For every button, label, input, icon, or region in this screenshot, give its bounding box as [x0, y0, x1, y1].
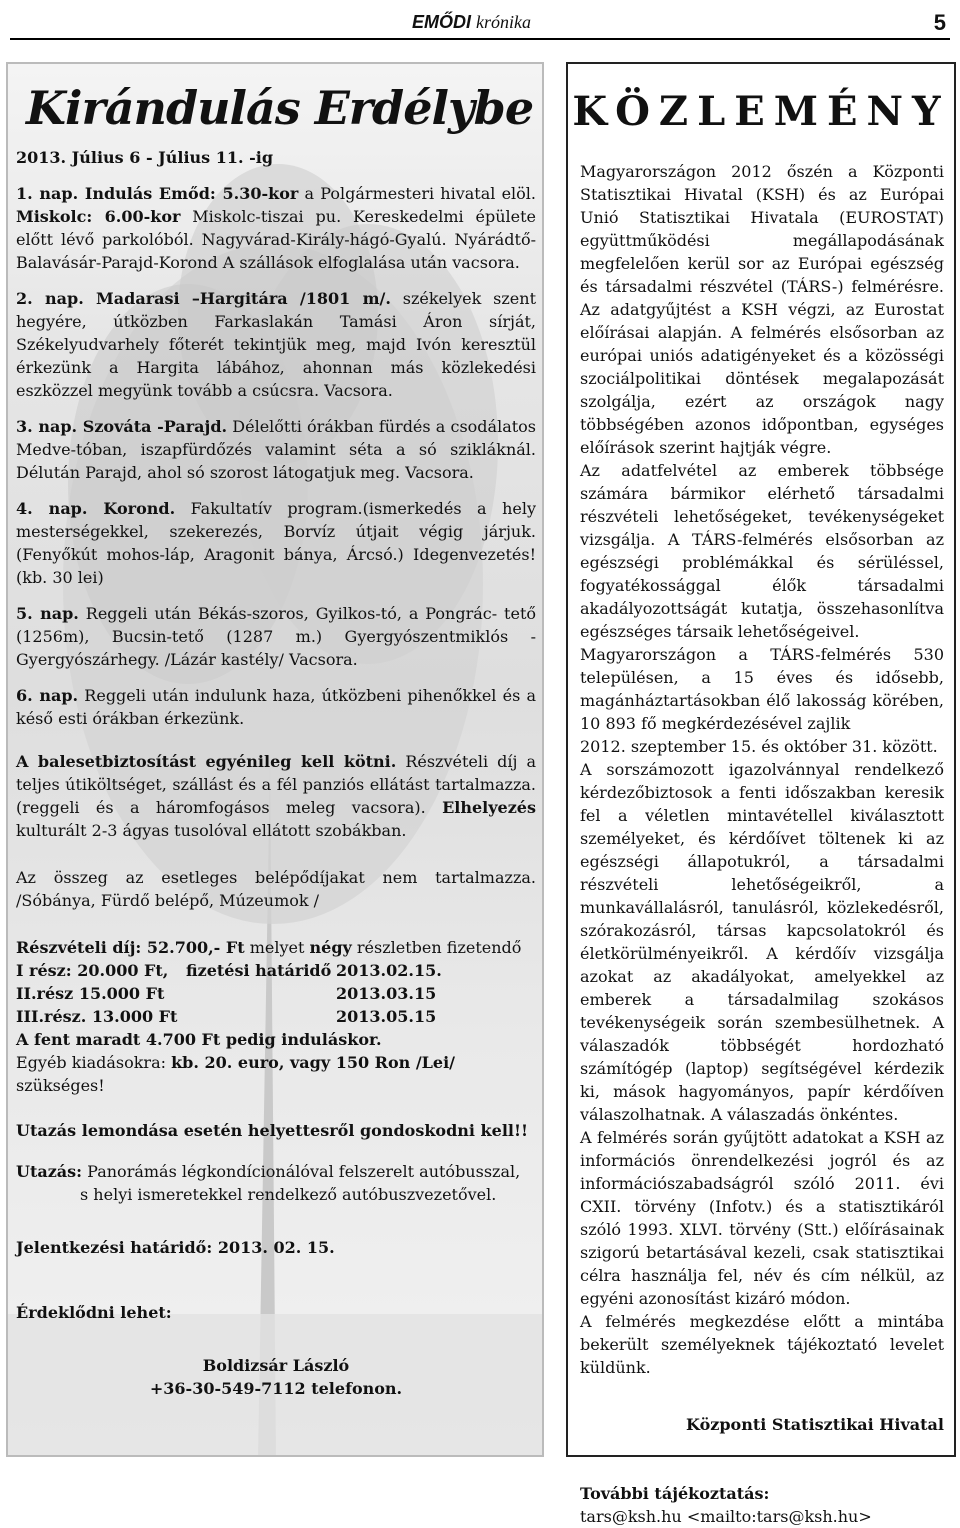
day-3-paragraph	[16, 415, 536, 484]
insurance-text-b: kulturált 2-3 ágyas tusolóval ellátott szobákban.	[16, 821, 407, 840]
travel-text-1: Panorámás légkondícionálóval felszerelt autóbusszal,	[82, 1162, 521, 1181]
announcement-box	[566, 62, 956, 1526]
day-1-paragraph	[16, 182, 536, 274]
fee-line	[16, 936, 536, 959]
day-1-miskolc: Miskolc: 6.00-kor	[16, 207, 181, 226]
day-6-heading: 6. nap.	[16, 686, 79, 705]
day-2-paragraph	[16, 287, 536, 402]
installment-row	[16, 959, 536, 982]
installment-amount: III.rész. 13.000 Ft	[16, 1007, 178, 1026]
travel-label: Utazás:	[16, 1162, 83, 1181]
installment-row	[16, 1005, 536, 1028]
insurance-paragraph	[16, 750, 536, 842]
more-info-contact[interactable]: tars@ksh.hu <mailto:tars@ksh.hu>	[580, 1507, 872, 1526]
extras-paragraph: Az összeg az esetleges belépődíjakat nem tartalmazza. /Sóbánya, Fürdő belépő, Múzeumok /	[16, 868, 536, 910]
travel-text-2: s helyi ismeretekkel rendelkező autóbuszvezetővel.	[80, 1185, 497, 1204]
announcement-paragraph: A sorszámozott igazolvánnyal rendelkező kérdezőbiztosok a fenti időszakban keresik fel a véletlen mintavétellel kiválasztott személyeket, és kérdőívet töltenek ki az egészségi állapotukról, a társadalmi részvételi lehetőségeikről, a munkavállalásról, tanulásról, közlekedésről, szórakozásról, társas kapcsolatokról és életkörülményeikről. A kérdőív vizsgálja azokat az akadályokat, amelyekkel az emberek a társadalmilag szokásos tevékenységeik során szembesülhetnek. A válaszadók többségét hordozható számítógép (laptop) segítségével kérdezik ki, mások hagyományos, papír kérdőíven válaszolhatnak. A válaszadás önkéntes.	[580, 760, 944, 1124]
day-4-paragraph	[16, 497, 536, 589]
day-6-paragraph	[16, 684, 536, 730]
installment-row	[16, 982, 536, 1005]
day-2-heading: 2. nap. Madarasi –Hargitára /1801 m/.	[16, 289, 391, 308]
fee-text-a: melyet	[244, 938, 310, 957]
brand-subtitle: krónika	[476, 12, 532, 32]
day-5-heading: 5. nap.	[16, 604, 79, 623]
inquiry-label: Érdeklődni lehet:	[16, 1303, 172, 1322]
installment-date: 2013.02.15.	[336, 961, 442, 980]
trip-article	[6, 62, 544, 1457]
installment-date: 2013.03.15	[336, 984, 437, 1003]
fee-count: négy	[309, 938, 352, 957]
day-4-heading: 4. nap. Korond.	[16, 499, 176, 518]
insurance-heading: A balesetbiztosítást egyénileg kell kötni.	[16, 752, 397, 771]
other-expenses	[16, 1051, 536, 1097]
installment-amount: II.rész 15.000 Ft	[16, 984, 165, 1003]
header-divider	[10, 38, 950, 40]
day-5-paragraph	[16, 602, 536, 671]
announcement-paragraph: 2012. szeptember 15. és október 31. között.	[580, 737, 938, 756]
fees-block	[16, 936, 536, 1097]
day-4-text: Fakultatív program.(ismerkedés a hely mesterségekkel, szekerezés, Borvíz útjait végig járjuk. (Fenyőkút mohos-láp, Aragonit bánya, Árcsó.) Idegenvezetés!(kb. 30 lei)	[16, 499, 536, 587]
announcement-paragraph: A felmérés során gyűjtött adatokat a KSH az információs önrendelkezési jogról és az információszabadságról szóló 2011. évi CXII. törvény (Infotv.) és a statisztikáról szóló 1993. XLVI. törvény (Stt.) előírásainak szigorú betartásával kezeli, csak statisztikai célra használja fel, név és cím nélkül, az egyéni azonosítást kizáró módon.	[580, 1128, 944, 1308]
day-6-text: Reggeli után indulunk haza, útközbeni pihenőkkel és a késő esti órákban érkezünk.	[16, 686, 536, 728]
accommodation-label: Elhelyezés	[442, 798, 536, 817]
travel-info	[16, 1160, 536, 1206]
installment-date: 2013.05.15	[336, 1007, 437, 1026]
cancellation-note: Utazás lemondása esetén helyettesről gondoskodni kell!!	[16, 1121, 529, 1140]
day-1-text-a: a Polgármesteri hivatal elöl.	[298, 184, 536, 203]
brand-name: EMŐDI	[412, 12, 472, 32]
day-3-heading: 3. nap. Szováta -Parajd.	[16, 417, 228, 436]
newspaper-brand	[412, 12, 531, 33]
day-5-text: Reggeli után Békás-szoros, Gyilkos-tó, a Pongrác- tető (1256m), Bucsin-tető (1287 m.) Gyergyószentmiklós - Gyergyószárhegy. /Lázár kastély/ Vacsora.	[16, 604, 537, 669]
more-info-label: További tájékoztatás:	[580, 1484, 770, 1503]
registration-deadline: Jelentkezési határidő: 2013. 02. 15.	[16, 1238, 335, 1257]
announcement-title: KÖZLEMÉNY	[572, 88, 950, 135]
installment-amount: I rész: 20.000 Ft,	[16, 961, 169, 980]
day-2-text: székelyek szent hegyére, útközben Farkaslakán Tamási Áron sírját, Székelyudvarhely főterét tekintjük meg, majd Ivón keresztül érkezünk a Hargita lábához, ahonnan más közlekedési eszközzel megyünk tovább a csúcsra. Vacsora.	[16, 289, 537, 400]
announcement-paragraph: Az adatfelvétel az emberek többsége számára bármikor elérhető társadalmi részvételi lehetőségeket, tevékenységeket vizsgálja. A TÁRS-felmérés elsősorban az egészségi problémákkal és sérüléssel, fogyatékossággal élők társadalmi akadályozottságát kutatja, összehasonlítva egészséges társaik lehetőségeivel.	[580, 461, 944, 641]
other-expenses-suffix: szükséges!	[16, 1076, 105, 1095]
announcement-paragraph: A felmérés megkezdése előtt a mintába bekerült személyeknek tájékoztató levelet küldünk.	[580, 1312, 944, 1377]
article-title: Kirándulás Erdélybe	[26, 81, 534, 135]
remaining-payment: A fent maradt 4.700 Ft pedig induláskor.	[16, 1030, 382, 1049]
day-1-heading: 1. nap. Indulás Emőd: 5.30-kor	[16, 184, 299, 203]
announcement-paragraph: Magyarországon a TÁRS-felmérés 530 településen, a 15 éves és idősebb, magánháztartásokban élő lakosság körében, 10 893 fő megkérdezésével zajlik	[580, 645, 944, 733]
page-number: 5	[933, 10, 946, 35]
fee-amount: Részvételi díj: 52.700,- Ft	[16, 938, 245, 957]
other-expenses-amount: kb. 20. euro, vagy 150 Ron /Lei/	[171, 1053, 456, 1072]
contact-name: Boldizsár László	[202, 1356, 350, 1375]
installments-list	[16, 959, 536, 1028]
insurance-text-a: Részvételi díj a teljes útiköltséget, szállást és a fél panziós ellátást tartalmazza.(reggeli és a háromfogásos meleg vacsora).	[16, 752, 537, 817]
day-3-text: Délelőtti órákban fürdés a csodálatos Medve-tóban, iszapfürdőzés valamint séta a só szikláknál. Délután Parajd, ahol só szorost látogatjuk meg. Vacsora.	[16, 417, 537, 482]
installment-label: fizetési határidő	[186, 961, 332, 980]
fee-text-b: részletben fizetendő	[351, 938, 522, 957]
page-header	[0, 0, 960, 40]
signature: Központi Statisztikai Hivatal	[686, 1415, 944, 1434]
announcement-paragraph: Magyarországon 2012 őszén a Központi Statisztikai Hivatal (KSH) és az Európai Unió Statisztikai Hivatala (EUROSTAT) együttműködési megállapodásának megfelelően kerül sor az Európai egészség és társadalmi részvétel (TÁRS-) felmérésre. Az adatgyűjtést a KSH végzi, az Eurostat előírásai alapján. A felmérés elsősorban az európai uniós adatigényeket és a közösségi szociálpolitikai döntések megalapozását szolgálja, ezért az országok nagy többségében azonos időpontban, egységes előírások szerint hajtják végre.	[580, 162, 944, 457]
contact-phone: +36-30-549-7112 telefonon.	[149, 1379, 403, 1398]
other-expenses-label: Egyéb kiadásokra:	[16, 1053, 172, 1072]
trip-dates: 2013. Július 6 - Július 11. -ig	[16, 148, 274, 167]
day-1-text-b: Miskolc-tiszai pu. Kereskedelmi épülete előtt lévő parkolóból. Nagyvárad-Király-hágó-Gyalú. Nyárádtő-Balavásár-Parajd-Korond A szállások elfoglalása után vacsora.	[16, 207, 536, 272]
